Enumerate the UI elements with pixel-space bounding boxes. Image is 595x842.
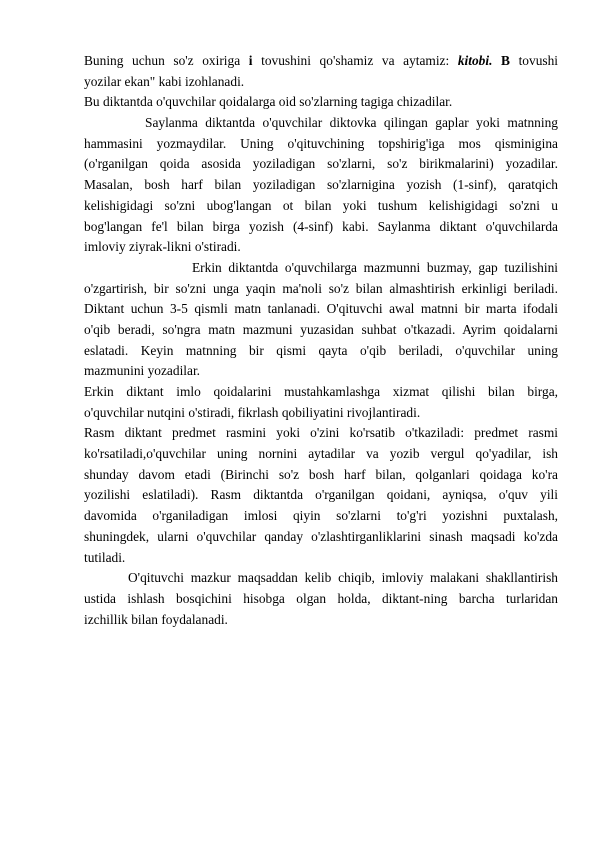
- text-line: Bu diktantda o'quvchilar qoidalarga oid so'zlarning tagiga chizadilar.: [84, 94, 453, 110]
- text-line: ustida ishlash bosqichini hisobga olgan holda, diktant-ning barcha turlaridan: [84, 590, 558, 606]
- text-line: Erkin diktantda o'quvchilarga mazmunni buzmay, gap tuzilishini: [192, 259, 558, 275]
- example-word: kitobi.: [457, 53, 493, 68]
- text-line: kelishigidagi so'zni ubog'langan ot bilan yoki tushum kelishigidagi so'zni u: [84, 197, 558, 213]
- document-page: [84, 51, 558, 630]
- text-run: Buning uchun so'z oxiriga: [84, 53, 249, 68]
- text-line: o'quvchilar nutqini o'stiradi, fikrlash qobiliyatini rivojlantiradi.: [84, 404, 421, 420]
- text-line: o'zgartirish, bir so'zni unga yaqin ma'noli so'z bilan almashtirish erkinligi beriladi.: [84, 280, 558, 296]
- text-run: tovushini qo'shamiz va aytamiz:: [252, 53, 458, 68]
- text-line: (o'rganilgan qoida asosida yoziladigan so'zlarni, so'z birikmalarini) yozadilar.: [84, 156, 558, 172]
- text-line: o'qib beradi, so'ngra matn mazmuni yuzasidan suhbat o'tkazadi. Ayrim qoidalarni: [84, 321, 558, 337]
- text-line: davomida o'rganiladigan imlosi qiyin so'zlarni to'g'ri yozishni puxtalash,: [84, 508, 558, 524]
- text-line: Erkin diktant imlo qoidalarini mustahkamlashga xizmat qilishi bilan birga,: [84, 384, 558, 399]
- text-line: [84, 51, 558, 72]
- text-line: mazmunini yozadilar.: [84, 363, 201, 379]
- bold-letter: B: [492, 53, 510, 68]
- text-line: tutiladi.: [84, 549, 126, 565]
- text-line: shunday davom etadi (Birinchi so'z bosh harf bilan, qolganlari qoidaga ko'ra: [84, 466, 558, 482]
- text-line: Diktant uchun 3-5 qismli matn tanlanadi. O'qituvchi awal matnni bir marta ifodali: [84, 301, 558, 317]
- text-line: O'qituvchi mazkur maqsaddan kelib chiqib, imloviy malakani shakllantirish: [128, 570, 558, 586]
- bold-letter: i: [248, 53, 253, 68]
- text-line: izchillik bilan foydalanadi.: [84, 611, 228, 627]
- text-line: eslatadi. Keyin matnning bir qismi qayta o'qib beriladi, o'quvchilar uning: [84, 342, 558, 358]
- text-line: imloviy ziyrak-likni o'stiradi.: [84, 239, 241, 255]
- text-line: ko'rsatiladi,o'quvchilar uning nornini aytadilar va yozib vergul qo'yadilar, ish: [84, 446, 558, 462]
- text-line: Saylanma diktantda o'quvchilar diktovka qilingan gaplar yoki matnning: [145, 115, 558, 131]
- text-line: shuningdek, ularni o'quvchilar qanday o'zlashtirganliklarini sinash maqsadi ko'zda: [84, 528, 558, 544]
- text-line: yozilishi eslatiladi). Rasm diktantda o'rganilgan qoidani, ayniqsa, o'quv yili: [84, 487, 558, 503]
- text-line: hammasini yozmaydilar. Uning o'qituvchining topshirig'iga mos qisminigina: [84, 135, 558, 151]
- text-run: tovushi: [509, 53, 558, 68]
- text-line: Masalan, bosh harf bilan yoziladigan so'zlarnigina yozish (1-sinf), qaratqich: [84, 177, 558, 193]
- text-line: bog'langan fe'l bilan birga yozish (4-sinf) kabi. Saylanma diktant o'quvchilarda: [84, 218, 558, 234]
- text-line: Rasm diktant predmet rasmini yoki o'zini ko'rsatib o'tkaziladi: predmet rasmi: [84, 425, 558, 441]
- text-line: yozilar ekan" kabi izohlanadi.: [84, 73, 245, 89]
